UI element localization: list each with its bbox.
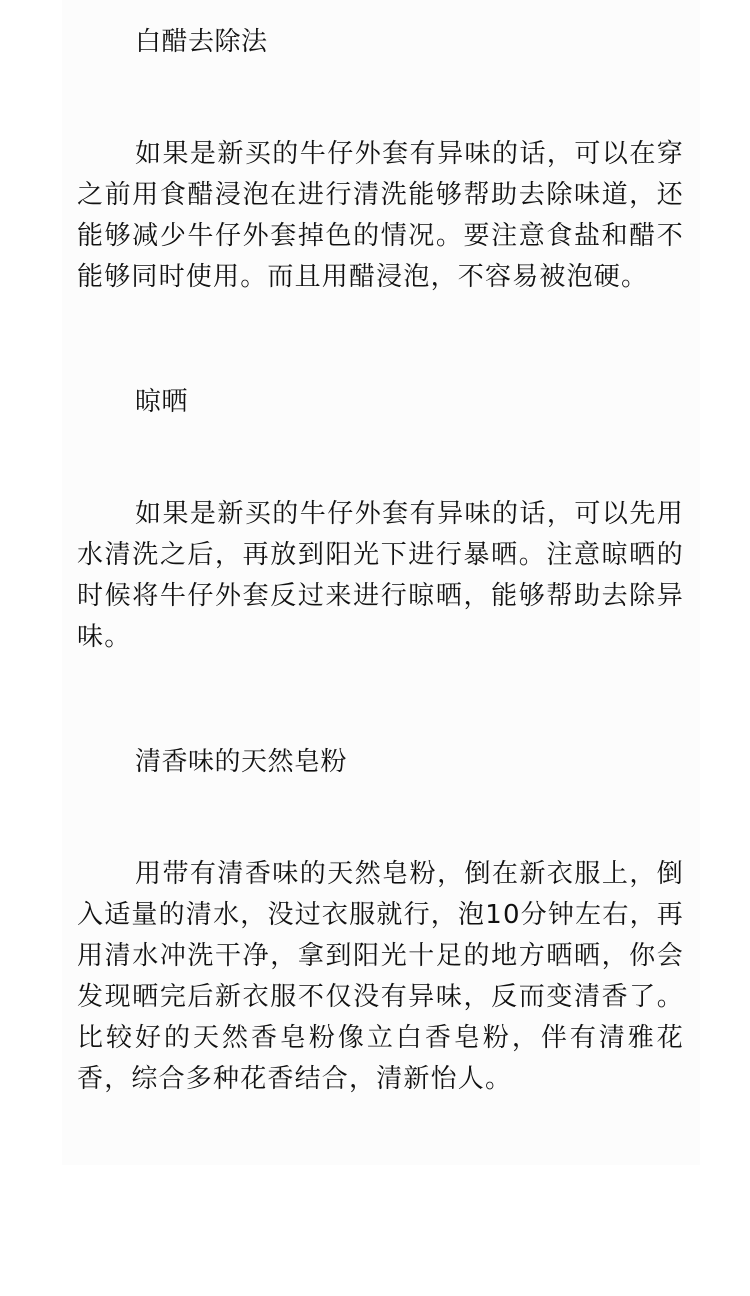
section-heading-sun-drying: 晾晒	[135, 387, 189, 417]
section-paragraph-sun-drying: 如果是新买的牛仔外套有异味的话，可以先用水清洗之后，再放到阳光下进行暴晒。注意晾晒的时候将牛仔外套反过来进行晾晒，能够帮助去除异味。	[77, 499, 684, 652]
section-paragraph-vinegar: 如果是新买的牛仔外套有异味的话，可以在穿之前用食醋浸泡在进行清洗能够帮助去除味道，还能够减少牛仔外套掉色的情况。要注意食盐和醋不能够同时使用。而且用醋浸泡，不容易被泡硬。	[77, 139, 684, 292]
article-body	[77, 20, 684, 1100]
section-heading-soap-powder: 清香味的天然皂粉	[135, 747, 348, 777]
section-heading-vinegar: 白醋去除法	[135, 27, 268, 57]
section-paragraph-soap-powder: 用带有清香味的天然皂粉，倒在新衣服上，倒入适量的清水，没过衣服就行，泡10分钟左右，再用清水冲洗干净，拿到阳光十足的地方晒晒，你会发现晒完后新衣服不仅没有异味，反而变清香了。比较好的天然香皂粉像立白香皂粉，伴有清雅花香，综合多种花香结合，清新怡人。	[77, 859, 684, 1094]
article-content	[62, 0, 700, 1165]
